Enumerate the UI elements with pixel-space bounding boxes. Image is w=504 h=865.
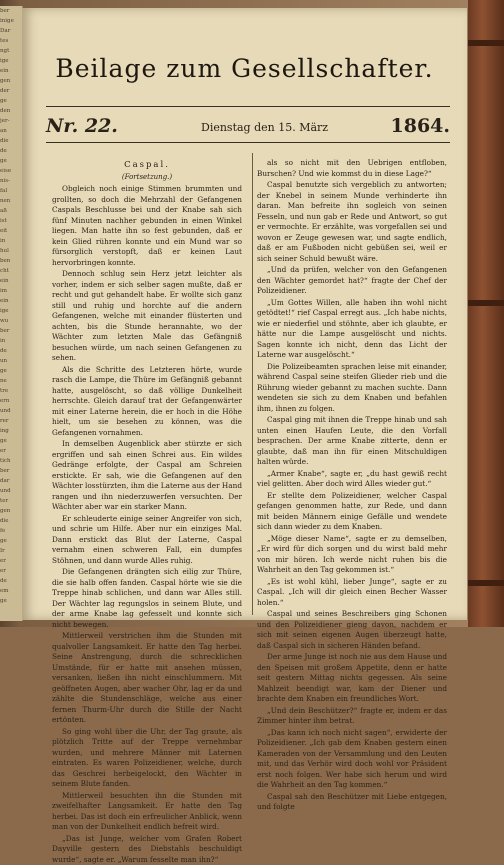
previous-page-fragment: in bbox=[0, 336, 22, 346]
left-column bbox=[52, 158, 242, 613]
masthead-title: Beilage zum Gesellschafter. bbox=[22, 54, 467, 83]
previous-page-fragment: ge bbox=[0, 96, 22, 106]
previous-page-fragment: ge bbox=[0, 156, 22, 166]
previous-page-fragment: ige bbox=[0, 56, 22, 66]
column-divider bbox=[252, 153, 253, 615]
previous-page-fragment: ge bbox=[0, 596, 22, 606]
paragraph: „Das kann ich noch nicht sagen“, erwiderte der Polizeidiener. „Ich gab dem Knaben gestern einen Kameraden von der Versammlung und den Leuten mit, und das Verhör wird doch wohl vor Präsident erst noch folgen. Wer habe sich herum und wird die Wahrheit an den Tag kommen.“ bbox=[257, 728, 447, 791]
header-rule-top bbox=[46, 106, 450, 107]
paragraph: Er schleuderte einige seiner Angreifer von sich, und schrie um Hilfe. Aber nur ein einziges Mal. Dann erstickt das Blut der Laterne, Caspal vernahm einen schweren Fall, ein dumpfes Stöhnen, und dann wurde Alles ruhig. bbox=[52, 514, 242, 567]
article-title: Caspal. bbox=[52, 160, 242, 171]
previous-page-fragment: eise bbox=[0, 166, 22, 176]
paragraph: „Das ist Junge, welcher vom Grafen Robert Dayville gestern des Diebstahls beschuldigt wurde“, sagte er. „Warum fesselte man ihn?“ bbox=[52, 834, 242, 865]
previous-page-fragment: in bbox=[0, 236, 22, 246]
previous-page-fragment: ter bbox=[0, 496, 22, 506]
previous-page-fragment: hul bbox=[0, 246, 22, 256]
previous-page-fragment: an bbox=[0, 126, 22, 136]
previous-page-fragment: gen bbox=[0, 506, 22, 516]
previous-page-fragment: er bbox=[0, 566, 22, 576]
previous-page-fragment: ist bbox=[0, 216, 22, 226]
previous-page-fragment: ben bbox=[0, 256, 22, 266]
previous-page-fragment: de bbox=[0, 346, 22, 356]
previous-page-fragment: ern bbox=[0, 396, 22, 406]
previous-page-fragment: tes bbox=[0, 36, 22, 46]
previous-page-fragment: den bbox=[0, 106, 22, 116]
paragraph: Er stellte dem Polizeidiener, welcher Caspal gefangen genommen hatte, zur Rede, und dann mit beiden Männern einige Gefälle und wendete sich dann wieder zu dem Knaben. bbox=[257, 491, 447, 533]
previous-page-fragment: Dar bbox=[0, 26, 22, 36]
paragraph: „Möge dieser Name“, sagte er zu demselben, „Er wird für dich sorgen und du wirst bald mehr von mir hören. Ich werde nicht ruhen bis die Wahrheit an den Tag gekommen ist.“ bbox=[257, 534, 447, 576]
previous-page-fragment: ber bbox=[0, 326, 22, 336]
previous-page-fragment: tre bbox=[0, 386, 22, 396]
paragraph: als so nicht mit den Uebrigen entfloben, Burschen? Und wie kommst du in diese Lage?“ bbox=[257, 158, 447, 179]
previous-page-fragment: die bbox=[0, 516, 22, 526]
previous-page-fragment: ing bbox=[0, 426, 22, 436]
previous-page-fragment: dar bbox=[0, 476, 22, 486]
paragraph: Mittlerweil verstrichen ihm die Stunden mit qualvoller Langsamkeit. Er hatte den Tag herbei. Seine Anstrengung, durch die schrecklichen Umstände, für er hatte mit ansehen müssen, versanken, ließen ihn nicht einschlummern. Mit geöffneten Augen, aber wacher Ohr, lag er da und zählte die Stundenschläge, welche aus einer fernen Thurm-Uhr durch die Stille der Nacht ertönten. bbox=[52, 631, 242, 726]
previous-page-fragment: eit bbox=[0, 226, 22, 236]
previous-page-fragment: em bbox=[0, 586, 22, 596]
previous-page-fragment: ge bbox=[0, 436, 22, 446]
previous-page-fragment: inige bbox=[0, 16, 22, 26]
spine-band bbox=[468, 580, 504, 586]
paragraph: „Es ist wohl kühl, lieber Junge“, sagte er zu Caspal. „Ich will dir gleich einen Becher Wasser holen.“ bbox=[257, 577, 447, 609]
previous-page-fragment: nen bbox=[0, 196, 22, 206]
previous-page-fragment: ngt bbox=[0, 46, 22, 56]
previous-page-fragment: cht bbox=[0, 266, 22, 276]
previous-page-fragment: ber bbox=[0, 466, 22, 476]
previous-page-fragment: aß bbox=[0, 206, 22, 216]
paragraph: In demselben Augenblick aber stürzte er sich ergriffen und sah einen Schrei aus. Ein wildes Gedränge erfolgte, der Caspal am Schreien erstickte. Er sah, wie die Gefangenen auf den Wächter losstürzten, ihm die Laterne aus der Hand rangen und ihn niederzuwerfen versuchten. Der Wächter aber war ein starker Mann. bbox=[52, 439, 242, 513]
paragraph: Die Polizeibeamten sprachen leise mit einander, während Caspal seine steifen Glieder rieb und die Rührung wieder gebannt zu machen suchte. Dann wendeten sie sich zu dem Knaben und befahlen ihm, ihnen zu folgen. bbox=[257, 362, 447, 415]
previous-page-fragment: nis- bbox=[0, 176, 22, 186]
previous-page-fragment: ge bbox=[0, 366, 22, 376]
header-rule-bottom bbox=[46, 142, 450, 143]
previous-page-fragment: ein bbox=[0, 296, 22, 306]
previous-page-fragment: und bbox=[0, 406, 22, 416]
previous-page-fragment: der bbox=[0, 86, 22, 96]
paragraph: „Und dein Beschützer?“ fragte er, indem er das Zimmer hinter ihm betrat. bbox=[257, 706, 447, 727]
spine-band bbox=[468, 300, 504, 306]
issue-number: Nr. 22. bbox=[46, 115, 118, 137]
previous-page-fragment: gen bbox=[0, 76, 22, 86]
paragraph: Caspal benutzte sich vergeblich zu antworten; der Knebel in seinem Munde verhinderte ihn daran. Man befreite ihn sogleich von seinen Fesseln, und nun gab er Rede und Antwort, so gut er vermochte. Er erzählte, was vorgefallen sei und wovon er Zeuge gewesen war, und sagte endlich, daß er am Fußboden nicht gebüßen sei, weil er sich seiner Schuld bewußt wäre. bbox=[257, 180, 447, 264]
previous-page-fragment: ber bbox=[0, 6, 22, 16]
previous-page-fragment: er bbox=[0, 556, 22, 566]
previous-page-fragment: ein bbox=[0, 66, 22, 76]
paragraph: „Und da prüfen, welcher von den Gefangenen den Wächter gemordet hat?“ fragte der Chef der Polizeidiener. bbox=[257, 265, 447, 297]
paragraph: Caspal ging mit ihnen die Treppe hinab und sah unten einen Haufen Leute, die den Vorfall besprachen. Der arme Knabe zitterte, denn er glaubte, daß man ihn für einen Mitschuldigen halten würde. bbox=[257, 415, 447, 468]
paragraph: So ging wohl über die Uhr, der Tag graute, als plötzlich Tritte auf der Treppe vernehmbar wurden, und mehrere Männer mit Laternen eintraten. Es waren Polizeidiener, welche, durch das Geschrei herbeigelockt, den Wächter in seinem Blute fanden. bbox=[52, 727, 242, 790]
previous-page-fragment: ein bbox=[0, 276, 22, 286]
newspaper-page bbox=[22, 8, 467, 620]
previous-page-fragment: rer bbox=[0, 416, 22, 426]
previous-page-fragment: wu bbox=[0, 316, 22, 326]
previous-page-fragment: ge bbox=[0, 536, 22, 546]
previous-page-fragment: un bbox=[0, 356, 22, 366]
previous-page-fragment: fal bbox=[0, 186, 22, 196]
paragraph: Dennoch schlug sein Herz jetzt leichter als vorher, indem er sich selber sagen mußte, daß er recht und gut gehandelt habe. Er wollte sich ganz still und ruhig und horchte auf die andern Gefangenen, welche mit einander flüsterten und achten, bis die Stunde herannahte, wo der Wächter zum letzten Male das Gefängniß besuchen würde, um nach seinen Gefangenen zu sehen. bbox=[52, 269, 242, 364]
previous-page-fragment: jer- bbox=[0, 116, 22, 126]
previous-page-fragment: im bbox=[0, 286, 22, 296]
issue-year: 1864. bbox=[391, 115, 451, 137]
paragraph: Die Gefangenen drängten sich eilig zur Thüre, die sie halb offen fanden. Caspal hörte wie sie die Treppe hinab schlichen, und dann war Alles still. Der Wächter lag regungslos in seinem Blute, und der arme Knabe lag gefesselt und konnte sich nicht bewegen. bbox=[52, 567, 242, 630]
previous-page-fragment: Ir bbox=[0, 546, 22, 556]
previous-page-fragment: er bbox=[0, 446, 22, 456]
previous-page-fragment: und bbox=[0, 486, 22, 496]
spine-band bbox=[468, 40, 504, 46]
paragraph: Caspal sah den Beschützer mit Liebe entgegen, und folgte bbox=[257, 792, 447, 813]
previous-page-fragment: de bbox=[0, 576, 22, 586]
book-spine bbox=[468, 0, 504, 627]
paragraph: Mittlerweil besuchten ihn die Stunden mit zweifelhafter Langsamkeit. Er hatte den Tag herbei. Das ist doch ein erfreulicher Anblick, wenn man von der Dunkelheit endlich befreit wird. bbox=[52, 791, 242, 833]
previous-page-fragment: ige bbox=[0, 306, 22, 316]
paragraph: Der arme Junge ist noch nie aus dem Hause und den Speisen mit großem Appetite, denn er hatte seit gestern Mittag nichts gegessen. Als seine Mahlzeit beendigt war, kam der Diener und brachte dem Knaben ein freundliches Wort. bbox=[257, 652, 447, 705]
previous-page-fragment: fe bbox=[0, 526, 22, 536]
previous-page-fragment: die bbox=[0, 136, 22, 146]
article-continuation: (Fortsetzung.) bbox=[52, 172, 242, 183]
right-column bbox=[257, 158, 447, 613]
issue-line bbox=[46, 115, 450, 139]
previous-page-fragment: ne bbox=[0, 376, 22, 386]
paragraph: Obgleich noch einige Stimmen brummten und grollten, so doch die Mehrzahl der Gefangenen Caspals Beschlusse bei und der Knabe sah sich fünf Minuten nachher gebunden in einen Winkel liegen. Man hatte ihn so fest gebunden, daß er kein Glied rühren konnte und ein Mund war so fürsorglich verstopft, daß er keinen Laut hervorbringen konnte. bbox=[52, 184, 242, 268]
previous-page-edge bbox=[0, 6, 23, 621]
paragraph: „Armer Knabe“, sagte er, „du hast gewiß recht viel gelitten. Aber doch wird Alles wieder gut.“ bbox=[257, 469, 447, 490]
previous-page-fragment: tich bbox=[0, 456, 22, 466]
paragraph: Als die Schritte des Letzteren hörte, wurde rasch die Lampe, die Thüre im Gefängniß gebannt hatte, ausgelöscht, so daß völlige Dunkelheit herrschte. Gleich darauf trat der Gefangenwärter mit einer Laterne herein, die er hoch in die Höhe hielt, um sie besehen zu können, was die Gefangenen vornahmen. bbox=[52, 365, 242, 439]
paragraph: „Um Gottes Willen, alle haben ihn wohl nicht getödtet!“ rief Caspal erregt aus. „Ich habe nichts, wie er niederfiel und stöhnte, aber ich glaubte, er hätte nur die Lampe ausgelöscht und nichts. Sagen konnte ich nicht, denn das Licht der Laterne war ausgelöscht.“ bbox=[257, 298, 447, 361]
paragraph: Caspal und seines Beschreibers ging Schonen und den Polizeidiener gieng davon, nachdem er sich mit seinen eigenen Augen überzeugt hatte, daß Caspal sich in sicheren Händen befand. bbox=[257, 609, 447, 651]
issue-date: Dienstag den 15. März bbox=[201, 121, 328, 134]
previous-page-fragment: de bbox=[0, 146, 22, 156]
